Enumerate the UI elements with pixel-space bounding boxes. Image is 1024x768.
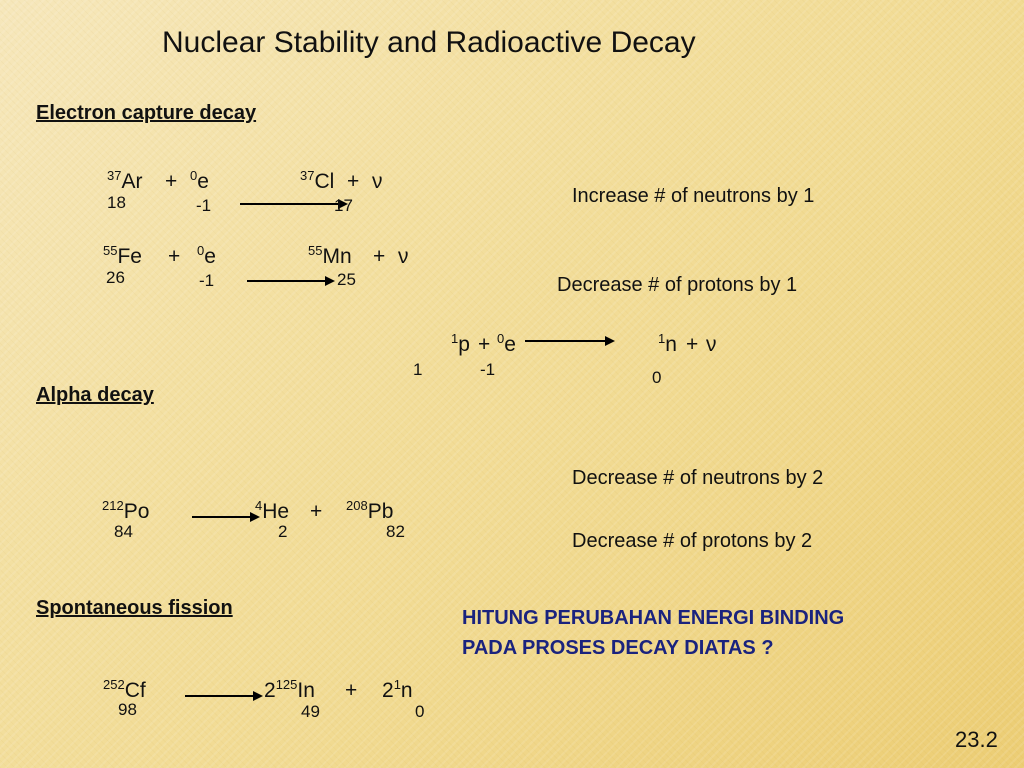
- heading-alpha-decay: Alpha decay: [36, 384, 154, 406]
- plus-sign: +: [310, 500, 323, 523]
- argon-symbol: $^{37}$Ar: [107, 168, 143, 193]
- plus-sign: +: [345, 679, 358, 702]
- polonium-atomic-number: 84: [114, 522, 133, 541]
- helium-atomic-number: 2: [278, 522, 288, 541]
- reaction-arrow: [525, 335, 617, 347]
- neutron-atomic-number: 0: [652, 368, 662, 387]
- note-decrease-protons-2: Decrease # of protons by 2: [572, 530, 813, 552]
- plus-sign: +: [165, 170, 178, 193]
- proton-atomic-number: 1: [413, 360, 423, 379]
- electron-symbol: $^0$e: [197, 243, 216, 268]
- californium-symbol: $^{252}$Cf: [103, 677, 146, 702]
- helium-symbol: $^4$He: [255, 498, 290, 523]
- reaction-arrow: [247, 275, 337, 287]
- electron-charge: -1: [196, 196, 212, 215]
- proton-symbol: $^1$p: [451, 331, 470, 356]
- note-increase-neutrons: Increase # of neutrons by 1: [572, 185, 815, 207]
- neutron-symbol: $^1$n: [658, 331, 677, 356]
- electron-symbol: $^0$e: [190, 168, 209, 193]
- heading-electron-capture: Electron capture decay: [36, 102, 257, 124]
- plus-sign: +: [478, 333, 491, 356]
- chlorine-symbol: $^{37}$Cl: [300, 168, 335, 193]
- neutrino-symbol: ν: [372, 170, 383, 193]
- question-line-2: PADA PROSES DECAY DIATAS ?: [462, 637, 774, 659]
- electron-charge: -1: [480, 360, 496, 379]
- plus-sign: +: [686, 333, 699, 356]
- note-decrease-neutrons-2: Decrease # of neutrons by 2: [572, 467, 824, 489]
- heading-spontaneous-fission: Spontaneous fission: [36, 597, 233, 619]
- neutrino-symbol: ν: [706, 333, 717, 356]
- slide-title: Nuclear Stability and Radioactive Decay: [162, 26, 696, 59]
- question-line-1: HITUNG PERUBAHAN ENERGI BINDING: [462, 607, 845, 629]
- polonium-symbol: $^{212}$Po: [102, 498, 150, 523]
- iron-symbol: $^{55}$Fe: [103, 243, 142, 268]
- lead-symbol: $^{208}$Pb: [346, 498, 394, 523]
- plus-sign: +: [347, 170, 360, 193]
- electron-symbol: $^0$e: [497, 331, 516, 356]
- californium-atomic-number: 98: [118, 700, 137, 719]
- manganese-symbol: $^{55}$Mn: [308, 243, 352, 268]
- lead-atomic-number: 82: [386, 522, 405, 541]
- manganese-atomic-number: 25: [337, 270, 356, 289]
- indium-atomic-number: 49: [301, 702, 320, 721]
- plus-sign: +: [168, 245, 181, 268]
- chlorine-atomic-number: 17: [334, 196, 353, 215]
- reaction-arrow: [192, 511, 262, 523]
- note-decrease-protons-1: Decrease # of protons by 1: [557, 274, 798, 296]
- neutron-atomic-number: 0: [415, 702, 425, 721]
- reaction-arrow: [185, 690, 265, 702]
- question-text: [462, 603, 844, 663]
- electron-charge: -1: [199, 271, 215, 290]
- iron-atomic-number: 26: [106, 268, 125, 287]
- indium-term: $2^{125}In$: [264, 677, 315, 702]
- neutron-term: $2^1n$: [382, 677, 413, 702]
- neutrino-symbol: ν: [398, 245, 409, 268]
- plus-sign: +: [373, 245, 386, 268]
- page-number: 23.2: [955, 727, 998, 752]
- argon-atomic-number: 18: [107, 193, 126, 212]
